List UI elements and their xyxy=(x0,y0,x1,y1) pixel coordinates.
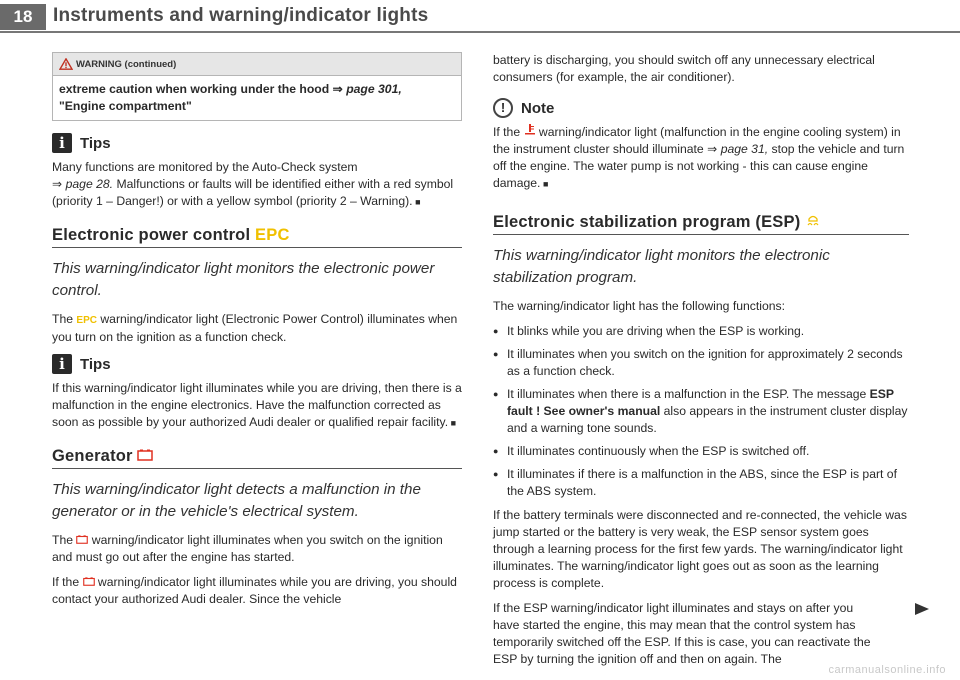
bullet3-pre: It illuminates when there is a malfunction in the ESP. The message xyxy=(507,387,867,401)
generator-lead: This warning/indicator light detects a malfunction in the generator or in the vehicle's electrical system. xyxy=(52,481,421,520)
note-pre: If the xyxy=(493,125,521,139)
list-item: ● It illuminates continuously when the ESP is switched off. xyxy=(493,443,909,460)
list-item xyxy=(493,386,909,437)
note-mid: warning/indicator light (malfunction in the engine cooling system) in the instrument cluster should illuminate xyxy=(493,125,901,156)
battery-icon xyxy=(76,535,88,544)
esp-section-heading xyxy=(493,213,909,235)
gen-p1-pre: The xyxy=(52,533,74,547)
tips-text-a: Many functions are monitored by the Auto-Check system xyxy=(52,160,358,174)
note-heading xyxy=(493,98,909,118)
warning-box xyxy=(52,52,462,121)
bullet3-post: also appears in the instrument cluster display and a warning tone sounds. xyxy=(507,404,908,435)
esp-intro: The warning/indicator light has the following functions: xyxy=(493,299,785,313)
battery-icon xyxy=(137,449,153,461)
epc-section-heading xyxy=(52,227,462,248)
epc-heading-text: Electronic power control xyxy=(52,226,251,244)
epc-tips-heading xyxy=(52,354,462,374)
tips-text-b: Malfunctions or faults will be identified either with a red symbol (priority 1 – Danger!) or with a yellow symbol (priority 2 – Warning). ■ xyxy=(52,177,453,208)
warning-body xyxy=(53,76,461,120)
list-item: ● It illuminates when you switch on the ignition for approximately 2 seconds as a function check. xyxy=(493,346,909,380)
generator-p2 xyxy=(52,574,462,608)
info-icon: i xyxy=(52,354,72,374)
gen-p2-post: warning/indicator light illuminates while you are driving, you should contact your authorized Audi dealer. Since the vehicle xyxy=(52,575,457,606)
continue-arrow-icon xyxy=(915,603,929,615)
coolant-thermometer-icon xyxy=(524,124,536,136)
gen-p2-pre: If the xyxy=(52,575,80,589)
note-post: stop the vehicle and turn off the engine. The water pump is not working - this can cause engine damage. ■ xyxy=(493,142,904,190)
epc-inline-icon: EPC xyxy=(76,315,97,326)
note-icon: ! xyxy=(493,98,513,118)
warning-triangle-icon xyxy=(59,58,73,70)
page-number: 18 xyxy=(0,4,46,30)
left-column xyxy=(52,52,462,616)
warning-text: extreme caution when working under the hood xyxy=(59,82,330,96)
tips-heading-text: Tips xyxy=(80,134,111,152)
esp-paragraph-2: If the ESP warning/indicator light illuminates and stays on after you have started the engine, this may mean that the control system has temporarily switched off the ESP. If this is case, you can reactivate the ESP by turning the ignition off and then on again. The xyxy=(493,601,871,666)
ref-arrow-icon: ⇒ xyxy=(52,177,63,191)
epc-tips-heading-text: Tips xyxy=(80,355,111,373)
page-title: Instruments and warning/indicator lights xyxy=(53,5,429,26)
esp-paragraph-1: If the battery terminals were disconnected and re-connected, the vehicle was jump started or the battery is very weak, the ESP sensor system goes through a learning process for the first few yards. The warning/indicator light illuminates. The warning/indicator light goes out as soon as the learning process is complete. xyxy=(493,508,907,590)
page-header xyxy=(0,0,960,36)
note-page-link[interactable]: page 31, xyxy=(720,142,769,156)
gen-p1-post: warning/indicator light illuminates when you switch on the ignition and must go out after the engine has started. xyxy=(52,533,443,564)
esp-lead: This warning/indicator light monitors the electronic stabilization program. xyxy=(493,247,830,286)
warning-ref-title: "Engine compartment" xyxy=(59,99,192,113)
epc-paragraph xyxy=(52,311,462,346)
tips-page-link[interactable]: page 28. xyxy=(65,177,114,191)
ref-arrow-icon: ⇒ xyxy=(707,142,718,156)
warning-heading xyxy=(53,53,461,76)
list-item: ● It illuminates if there is a malfunction in the ABS, since the ESP is part of the ABS system. xyxy=(493,466,909,500)
note-heading-text: Note xyxy=(521,99,555,117)
epc-symbol-icon: EPC xyxy=(255,226,290,244)
esp-heading-text: Electronic stabilization program (ESP) xyxy=(493,213,801,231)
ref-arrow-icon: ⇒ xyxy=(332,82,343,96)
epc-lead: This warning/indicator light monitors the electronic power control. xyxy=(52,260,435,299)
esp-function-list xyxy=(493,323,909,500)
note-paragraph xyxy=(493,124,909,193)
right-column xyxy=(493,52,909,667)
watermark: carmanualsonline.info xyxy=(828,664,946,676)
header-rule xyxy=(0,31,960,33)
epc-tips-text: If this warning/indicator light illuminates while you are driving, then there is a malfunction in the engine electronics. Have the malfunction corrected as soon as possible by your authorized Audi dealer or qualified repair facility. ■ xyxy=(52,380,462,432)
esp-fault-message: ESP fault ! See owner's manual xyxy=(507,387,894,418)
tips-paragraph xyxy=(52,159,462,211)
epc-text-post: warning/indicator light (Electronic Power Control) illuminates when you turn on the ignition as a function check. xyxy=(52,312,458,344)
epc-text-pre: The xyxy=(52,312,74,326)
generator-heading-text: Generator xyxy=(52,447,133,465)
list-item: ● It blinks while you are driving when the ESP is working. xyxy=(493,323,909,340)
continued-paragraph: battery is discharging, you should switch off any unnecessary electrical consumers (for example, the air conditioner). xyxy=(493,53,875,84)
generator-p1 xyxy=(52,532,462,566)
warning-heading-text: WARNING (continued) xyxy=(76,59,177,70)
generator-section-heading xyxy=(52,448,462,469)
warning-page-link[interactable]: page 301, xyxy=(346,82,402,96)
esp-skid-car-icon xyxy=(805,213,821,227)
info-icon: i xyxy=(52,133,72,153)
battery-icon xyxy=(83,577,95,586)
tips-heading xyxy=(52,133,462,153)
